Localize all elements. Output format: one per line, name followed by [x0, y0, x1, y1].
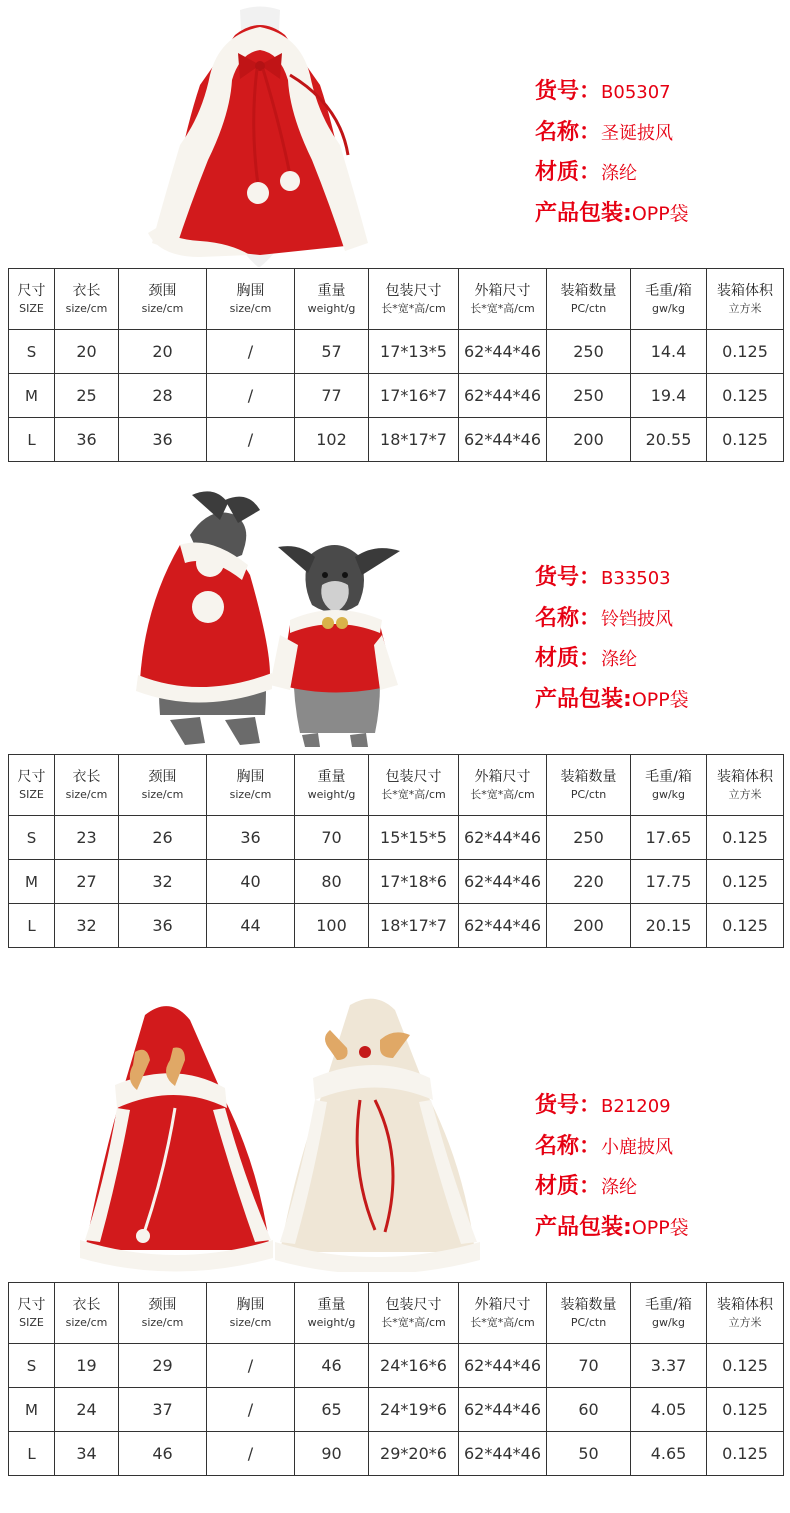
table-cell: 20.15 [631, 904, 707, 948]
table-cell: 24*19*6 [369, 1388, 459, 1432]
table-cell: 250 [547, 330, 631, 374]
table-row [9, 1344, 784, 1388]
table-cell: 20 [55, 330, 119, 374]
table-cell: S [9, 330, 55, 374]
column-header-unit: size/cm [65, 1316, 108, 1329]
column-header-unit: 长*宽*高/cm [470, 1316, 535, 1329]
column-header-label: 外箱尺寸 [474, 1297, 531, 1313]
info-key: 产品包装: [535, 200, 632, 226]
column-header-label: 重量 [317, 1297, 346, 1313]
column-header-unit: 长*宽*高/cm [381, 788, 446, 801]
table-cell: 80 [295, 860, 369, 904]
table-cell: 90 [295, 1432, 369, 1476]
table-cell: 24 [55, 1388, 119, 1432]
column-header-label: 胸围 [236, 1297, 265, 1313]
table-cell: 34 [55, 1432, 119, 1476]
column-header-label: 衣长 [72, 283, 101, 299]
table-cell: 102 [295, 418, 369, 462]
table-cell: L [9, 904, 55, 948]
column-header-unit: size/cm [229, 788, 272, 801]
column-header-unit: 长*宽*高/cm [381, 1316, 446, 1329]
column-header [9, 1283, 55, 1344]
column-header-label: 颈围 [148, 1297, 177, 1313]
table-cell: 27 [55, 860, 119, 904]
info-key: 材质： [535, 646, 602, 671]
column-header-unit: size/cm [65, 302, 108, 315]
table-cell: / [207, 418, 295, 462]
table-cell: 17*13*5 [369, 330, 459, 374]
info-key: 产品包装: [535, 686, 632, 712]
header-row [9, 1283, 784, 1344]
column-header-label: 装箱数量 [560, 769, 617, 785]
table-cell: 62*44*46 [459, 1388, 547, 1432]
column-header-unit: weight/g [307, 788, 356, 801]
table-row [9, 1388, 784, 1432]
column-header-label: 颈围 [148, 283, 177, 299]
table-cell: 3.37 [631, 1344, 707, 1388]
table-cell: / [207, 330, 295, 374]
column-header [55, 1283, 119, 1344]
table-cell: 20.55 [631, 418, 707, 462]
table-cell: 60 [547, 1388, 631, 1432]
column-header-label: 装箱数量 [560, 283, 617, 299]
column-header [295, 1283, 369, 1344]
table-cell: 17.65 [631, 816, 707, 860]
info-key: 货号： [535, 565, 602, 590]
column-header-label: 衣长 [72, 769, 101, 785]
column-header-label: 毛重/箱 [645, 283, 692, 299]
column-header-unit: size/cm [65, 788, 108, 801]
table-cell: 36 [119, 904, 207, 948]
column-header-unit: size/cm [141, 302, 184, 315]
column-header-unit: PC/ctn [570, 788, 607, 801]
info-value: B21209 [601, 1096, 671, 1117]
column-header [707, 1283, 784, 1344]
table-cell: 37 [119, 1388, 207, 1432]
table-cell: 70 [547, 1344, 631, 1388]
column-header-label: 毛重/箱 [645, 1297, 692, 1313]
column-header-label: 胸围 [236, 283, 265, 299]
table-cell: 36 [119, 418, 207, 462]
column-header-label: 尺寸 [17, 769, 46, 785]
column-header-label: 外箱尺寸 [474, 769, 531, 785]
column-header-unit: weight/g [307, 1316, 356, 1329]
column-header [631, 1283, 707, 1344]
table-cell: M [9, 374, 55, 418]
column-header-label: 装箱体积 [717, 283, 773, 299]
table-cell: 77 [295, 374, 369, 418]
table-cell: 44 [207, 904, 295, 948]
table-cell: 200 [547, 418, 631, 462]
column-header-label: 重量 [317, 769, 346, 785]
table-cell: 26 [119, 816, 207, 860]
info-row-name [535, 1127, 689, 1168]
column-header-label: 衣长 [72, 1297, 101, 1313]
column-header [119, 1283, 207, 1344]
table-cell: M [9, 1388, 55, 1432]
table-cell: 18*17*7 [369, 418, 459, 462]
column-header-unit: 立方米 [728, 302, 762, 315]
info-value: 涤纶 [601, 1177, 638, 1198]
info-value: OPP袋 [631, 1216, 689, 1239]
table-cell: 32 [119, 860, 207, 904]
column-header-unit: SIZE [19, 1316, 44, 1329]
info-value: B33503 [601, 568, 671, 589]
product-info-3 [535, 1086, 689, 1248]
table-cell: 36 [207, 816, 295, 860]
table-cell: 62*44*46 [459, 904, 547, 948]
column-header-label: 装箱体积 [717, 1297, 773, 1313]
column-header [207, 1283, 295, 1344]
info-row-item-number [535, 1086, 689, 1127]
table-cell: 0.125 [707, 860, 784, 904]
column-header [547, 1283, 631, 1344]
table-cell: 0.125 [707, 1388, 784, 1432]
info-value: 铃铛披风 [601, 608, 674, 630]
column-header-label: 毛重/箱 [645, 769, 692, 785]
info-row-packaging [535, 1208, 689, 1249]
info-key: 货号： [535, 1093, 602, 1118]
column-header [459, 1283, 547, 1344]
column-header-unit: weight/g [307, 302, 356, 315]
column-header-label: 胸围 [236, 769, 265, 785]
table-cell: 62*44*46 [459, 374, 547, 418]
info-value: 小鹿披风 [601, 1136, 674, 1158]
table-cell: 14.4 [631, 330, 707, 374]
table-cell: 0.125 [707, 816, 784, 860]
table-cell: 36 [55, 418, 119, 462]
table-cell: 62*44*46 [459, 816, 547, 860]
column-header-unit: size/cm [141, 788, 184, 801]
table-cell: / [207, 1388, 295, 1432]
column-header-unit: SIZE [19, 788, 44, 801]
product-photo-reindeer-capes [75, 990, 485, 1272]
column-header-label: 尺寸 [17, 1297, 46, 1313]
table-cell: 62*44*46 [459, 1432, 547, 1476]
table-cell: 0.125 [707, 330, 784, 374]
info-key: 货号： [535, 79, 602, 104]
info-key: 材质： [535, 1174, 602, 1199]
table-cell: 17*18*6 [369, 860, 459, 904]
column-header-unit: SIZE [19, 302, 44, 315]
table-cell: 62*44*46 [459, 330, 547, 374]
info-key: 材质： [535, 160, 602, 185]
table-cell: 15*15*5 [369, 816, 459, 860]
table-cell: M [9, 860, 55, 904]
column-header-unit: size/cm [141, 1316, 184, 1329]
info-key: 名称： [535, 605, 602, 631]
table-cell: L [9, 418, 55, 462]
column-header-unit: 长*宽*高/cm [470, 788, 535, 801]
column-header-unit: gw/kg [651, 788, 686, 801]
column-header-label: 尺寸 [17, 283, 46, 299]
column-header-unit: PC/ctn [570, 1316, 607, 1329]
table-cell: 20 [119, 330, 207, 374]
table-cell: / [207, 1432, 295, 1476]
info-value: B05307 [601, 82, 671, 103]
table-cell: 100 [295, 904, 369, 948]
table-cell: 29*20*6 [369, 1432, 459, 1476]
column-header-label: 装箱数量 [560, 1297, 617, 1313]
table-cell: 62*44*46 [459, 860, 547, 904]
column-header-label: 重量 [317, 283, 346, 299]
info-key: 名称： [535, 119, 602, 145]
table-cell: 40 [207, 860, 295, 904]
column-header-label: 包装尺寸 [385, 769, 442, 785]
table-cell: 23 [55, 816, 119, 860]
table-cell: 220 [547, 860, 631, 904]
table-cell: 17.75 [631, 860, 707, 904]
table-cell: / [207, 1344, 295, 1388]
table-cell: 250 [547, 816, 631, 860]
table-cell: S [9, 1344, 55, 1388]
column-header-unit: size/cm [229, 302, 272, 315]
column-header-label: 外箱尺寸 [474, 283, 531, 299]
table-cell: 4.65 [631, 1432, 707, 1476]
table-cell: 65 [295, 1388, 369, 1432]
column-header-unit: gw/kg [651, 1316, 686, 1329]
table-cell: 28 [119, 374, 207, 418]
info-value: OPP袋 [631, 688, 689, 711]
table-cell: 0.125 [707, 374, 784, 418]
table-cell: 18*17*7 [369, 904, 459, 948]
table-cell: 57 [295, 330, 369, 374]
table-cell: 19.4 [631, 374, 707, 418]
table-cell: / [207, 374, 295, 418]
column-header-unit: 立方米 [728, 788, 762, 801]
column-header-label: 装箱体积 [717, 769, 773, 785]
column-header-unit: 立方米 [728, 1316, 762, 1329]
table-cell: 29 [119, 1344, 207, 1388]
column-header-label: 包装尺寸 [385, 283, 442, 299]
table-cell: 32 [55, 904, 119, 948]
table-cell: 46 [119, 1432, 207, 1476]
column-header-label: 包装尺寸 [385, 1297, 442, 1313]
column-header-unit: 长*宽*高/cm [381, 302, 446, 315]
table-cell: 0.125 [707, 1432, 784, 1476]
info-value: 涤纶 [601, 649, 638, 670]
table-cell: 17*16*7 [369, 374, 459, 418]
table-cell: 50 [547, 1432, 631, 1476]
column-header-unit: gw/kg [651, 302, 686, 315]
column-header [369, 1283, 459, 1344]
info-value: 涤纶 [601, 163, 638, 184]
info-value: OPP袋 [631, 202, 689, 225]
column-header-label: 颈围 [148, 769, 177, 785]
table-cell: 25 [55, 374, 119, 418]
info-key: 名称： [535, 1133, 602, 1159]
table-cell: S [9, 816, 55, 860]
table-cell: 4.05 [631, 1388, 707, 1432]
table-cell: 24*16*6 [369, 1344, 459, 1388]
column-header-unit: PC/ctn [570, 302, 607, 315]
spec-table-3 [8, 1282, 784, 1476]
table-cell: 0.125 [707, 418, 784, 462]
table-cell: 70 [295, 816, 369, 860]
table-cell: 62*44*46 [459, 418, 547, 462]
table-cell: 46 [295, 1344, 369, 1388]
column-header-unit: 长*宽*高/cm [470, 302, 535, 315]
column-header-unit: size/cm [229, 1316, 272, 1329]
table-row [9, 1432, 784, 1476]
info-row-material [535, 1167, 689, 1208]
info-key: 产品包装: [535, 1214, 632, 1240]
table-cell: 0.125 [707, 904, 784, 948]
table-cell: 19 [55, 1344, 119, 1388]
table-cell: 62*44*46 [459, 1344, 547, 1388]
info-value: 圣诞披风 [601, 122, 674, 144]
table-cell: 200 [547, 904, 631, 948]
table-cell: L [9, 1432, 55, 1476]
table-cell: 250 [547, 374, 631, 418]
table-cell: 0.125 [707, 1344, 784, 1388]
